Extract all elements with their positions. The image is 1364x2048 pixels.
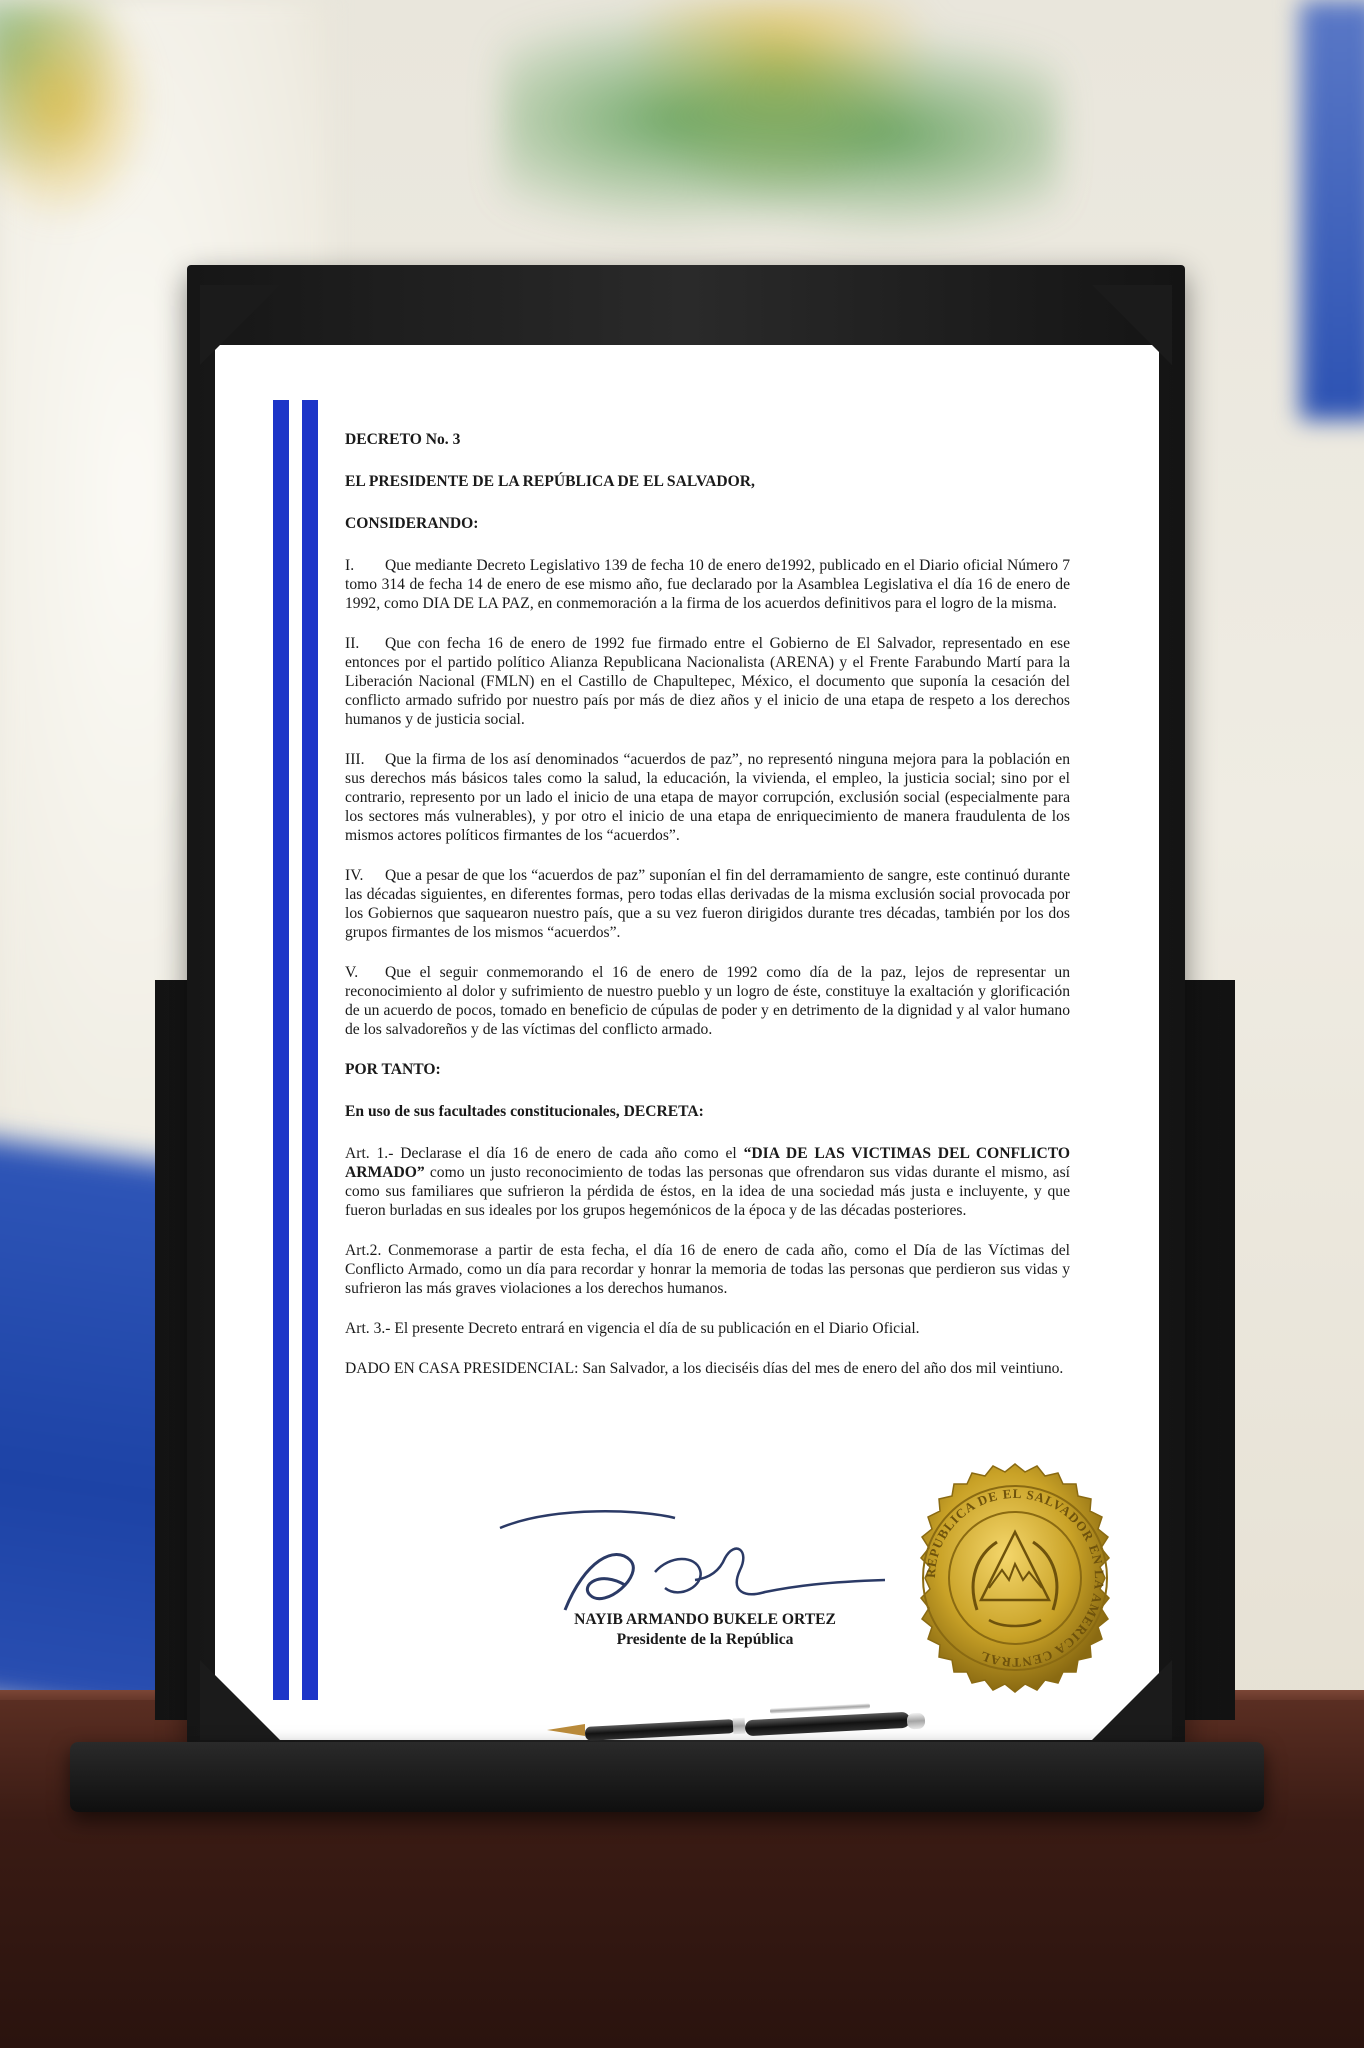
folder-corner-bottom-left bbox=[200, 1660, 280, 1740]
seal-ring-text: REPUBLICA DE EL SALVADOR EN LA AMERICA CENTRAL bbox=[922, 1485, 1108, 1671]
decree-number: DECRETO No. 3 bbox=[345, 431, 461, 448]
leather-signing-pad bbox=[70, 1742, 1264, 1812]
decree-text bbox=[345, 430, 1070, 1399]
gold-seal bbox=[897, 1460, 1133, 1696]
article-1: Art. 1.- Declarase el día 16 de enero de cada año como el “DIA DE LAS VICTIMAS DEL CONFLICTO ARMADO” como un justo reconocimiento de todas las personas que ofrendaron sus vidas durante el mismo, así como sus familiares que sufrieron la pérdida de éstos, en la idea de una sociedad más justa e incluyente, y que fueron burladas en sus ideales por los grupos hegemónicos de la época y de las décadas posteriores. bbox=[345, 1145, 1070, 1219]
blue-margin-stripe-2 bbox=[302, 400, 318, 1700]
flag-emblem-left-blurred bbox=[0, 0, 180, 260]
signer-name: NAYIB ARMANDO BUKELE ORTEZ bbox=[574, 1611, 836, 1628]
considerando-5: V. Que el seguir conmemorando el 16 de enero de 1992 como día de la paz, lejos de representar un reconocimiento al dolor y sufrimiento de nuestro pueblo y un logro de éste, constituye la exaltación y glorificación de un acuerdo de pocos, tomado en beneficio de cúpulas de poder y en detrimento de la dignidad y al valor humano de los salvadoreños y de las víctimas del conflicto armado. bbox=[345, 964, 1070, 1038]
president-signature bbox=[495, 1500, 895, 1620]
considerando-4: IV. Que a pesar de que los “acuerdos de paz” suponían el fin del derramamiento de sangre, este continuó durante las décadas siguientes, en diferentes formas, pero todas ellas derivadas de la misma exclusión social provocada por los Gobiernos que saquearon nuestro país, que a su vez fueron dirigidos durante tres décadas, también por los dos grupos firmantes de los mismos “acuerdos”. bbox=[345, 867, 1070, 941]
folder-corner-top-right bbox=[1092, 285, 1172, 365]
folder-corner-top-left bbox=[200, 285, 280, 365]
signer-title: Presidente de la República bbox=[616, 1631, 794, 1648]
considerando-1: I. Que mediante Decreto Legislativo 139 de fecha 10 de enero de1992, publicado en el Diario oficial Número 7 tomo 314 de fecha 14 de enero de ese mismo año, fue declarado por la Asamblea Legislativa el día 16 de enero de 1992, como DIA DE LA PAZ, en conmemoración a la firma de los acuerdos definitivos para el logro de la misma. bbox=[345, 557, 1070, 612]
article-2: Art.2. Conmemorase a partir de esta fecha, el día 16 de enero de cada año, como el Día de las Víctimas del Conflicto Armado, como un día para recordar y honrar la memoria de todas las personas que perdieron sus vidas y sufrieron las más graves violaciones a los derechos humanos. bbox=[345, 1242, 1070, 1297]
signer-block bbox=[520, 1610, 890, 1650]
considerando-heading: CONSIDERANDO: bbox=[345, 515, 479, 532]
por-tanto-heading: POR TANTO: bbox=[345, 1061, 441, 1078]
dado-en-casa-presidencial: DADO EN CASA PRESIDENCIAL: San Salvador, a los dieciséis días del mes de enero del año dos mil veintiuno. bbox=[345, 1360, 1064, 1377]
decreta-heading: En uso de sus facultades constitucionales, DECRETA: bbox=[345, 1103, 704, 1120]
pen-icon[interactable] bbox=[545, 1700, 930, 1750]
considerando-3: III. Que la firma de los así denominados “acuerdos de paz”, no representó ninguna mejora para la población en sus derechos más básicos tales como la salud, la educación, la vivienda, el empleo, la justicia social; sino por el contrario, represento por un lado el inicio de una etapa de mayor corrupción, exclusión social (especialmente para los sectores más vulnerables), y por otro el inicio de una etapa de enriquecimiento de manera fraudulenta de los mismos actores políticos firmantes de los “acuerdos”. bbox=[345, 751, 1070, 844]
article-3: Art. 3.- El presente Decreto entrará en vigencia el día de su publicación en el Diario Oficial. bbox=[345, 1320, 920, 1337]
flag-emblem-center-blurred bbox=[500, 0, 1060, 300]
flag-right-blurred bbox=[1300, 0, 1364, 420]
considerando-2: II. Que con fecha 16 de enero de 1992 fue firmado entre el Gobierno de El Salvador, representado en ese entonces por el partido político Alianza Republicana Nacionalista (ARENA) y el Frente Farabundo Martí para la Liberación Nacional (FMLN) en el Castillo de Chapultepec, México, el documento que suponía la cesación del conflicto armado sufrido por nuestro país por más de diez años y el inicio de una etapa de respeto a los derechos humanos y de justicia social. bbox=[345, 635, 1070, 728]
blue-margin-stripe-1 bbox=[273, 400, 289, 1700]
decree-issuer: EL PRESIDENTE DE LA REPÚBLICA DE EL SALVADOR, bbox=[345, 473, 755, 490]
